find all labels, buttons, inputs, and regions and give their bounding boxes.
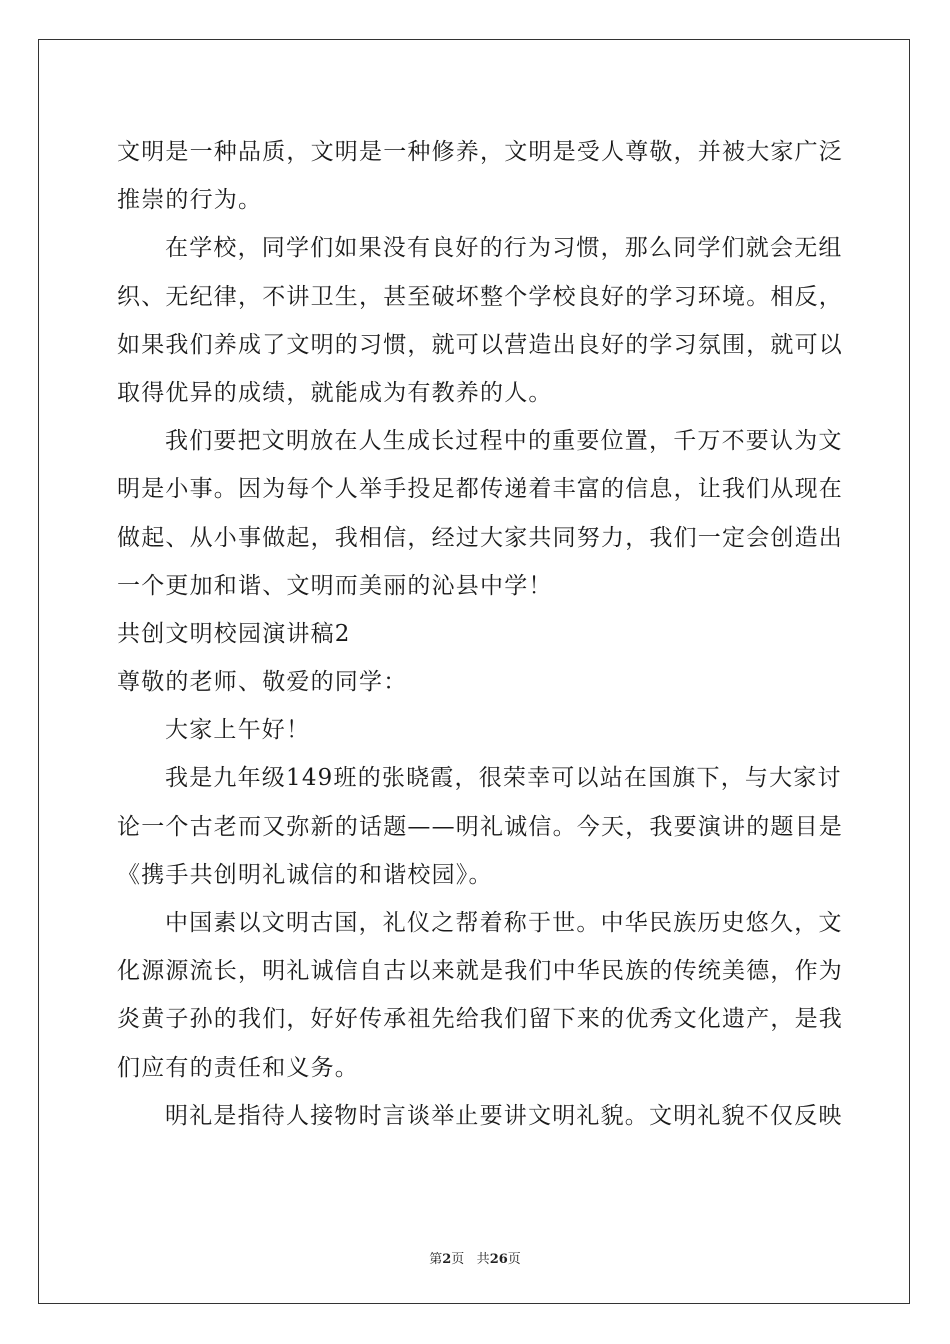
footer-prefix: 第 [429, 1252, 443, 1267]
text-line: 尊敬的老师、敬爱的同学： [117, 669, 408, 696]
text-line: 一个更加和谐、文明而美丽的沁县中学！ [117, 572, 553, 599]
footer-total-pages: 26 [489, 1252, 508, 1267]
page-footer [0, 1248, 950, 1267]
footer-page-number: 2 [442, 1252, 452, 1267]
footer-total-prefix: 共 [476, 1252, 490, 1267]
footer-total-suffix: 页 [507, 1252, 521, 1267]
text-line: 论一个古老而又弥新的话题——明礼诚信。今天，我要演讲的题目是 [117, 813, 843, 840]
text-line: 我们要把文明放在人生成长过程中的重要位置，千万不要认为文 [165, 428, 843, 455]
text-line: 文明是一种品质，文明是一种修养，文明是受人尊敬，并被大家广泛 [117, 139, 843, 165]
text-line: 如果我们养成了文明的习惯，就可以营造出良好的学习氛围，就可以 [117, 331, 843, 358]
document-body [117, 128, 843, 1140]
text-line: 织、无纪律，不讲卫生，甚至破坏整个学校良好的学习环境。相反， [117, 283, 843, 310]
text-line: 《携手共创明礼诚信的和谐校园》。 [117, 861, 493, 888]
text-line: 明是小事。因为每个人举手投足都传递着丰富的信息，让我们从现在 [117, 476, 843, 503]
text-line: 我是九年级149班的张晓霞，很荣幸可以站在国旗下，与大家讨 [165, 765, 842, 792]
text-line: 中国素以文明古国，礼仪之帮着称于世。中华民族历史悠久，文 [165, 910, 843, 936]
text-line: 取得优异的成绩，就能成为有教养的人。 [117, 379, 553, 406]
text-line: 们应有的责任和义务。 [117, 1054, 359, 1081]
text-line: 大家上午好！ [165, 717, 311, 744]
text-line: 炎黄子孙的我们，好好传承祖先给我们留下来的优秀文化遗产，是我 [117, 1006, 843, 1033]
text-line: 化源源流长，明礼诚信自古以来就是我们中华民族的传统美德，作为 [117, 958, 843, 985]
text-line: 共创文明校园演讲稿2 [117, 620, 351, 647]
footer-page-suffix: 页 [451, 1252, 465, 1267]
text-line: 明礼是指待人接物时言谈举止要讲文明礼貌。文明礼貌不仅反映 [165, 1102, 843, 1129]
text-line: 做起、从小事做起，我相信，经过大家共同努力，我们一定会创造出 [117, 524, 843, 551]
text-line: 在学校，同学们如果没有良好的行为习惯，那么同学们就会无组 [165, 235, 843, 262]
text-line: 推崇的行为。 [117, 187, 263, 214]
